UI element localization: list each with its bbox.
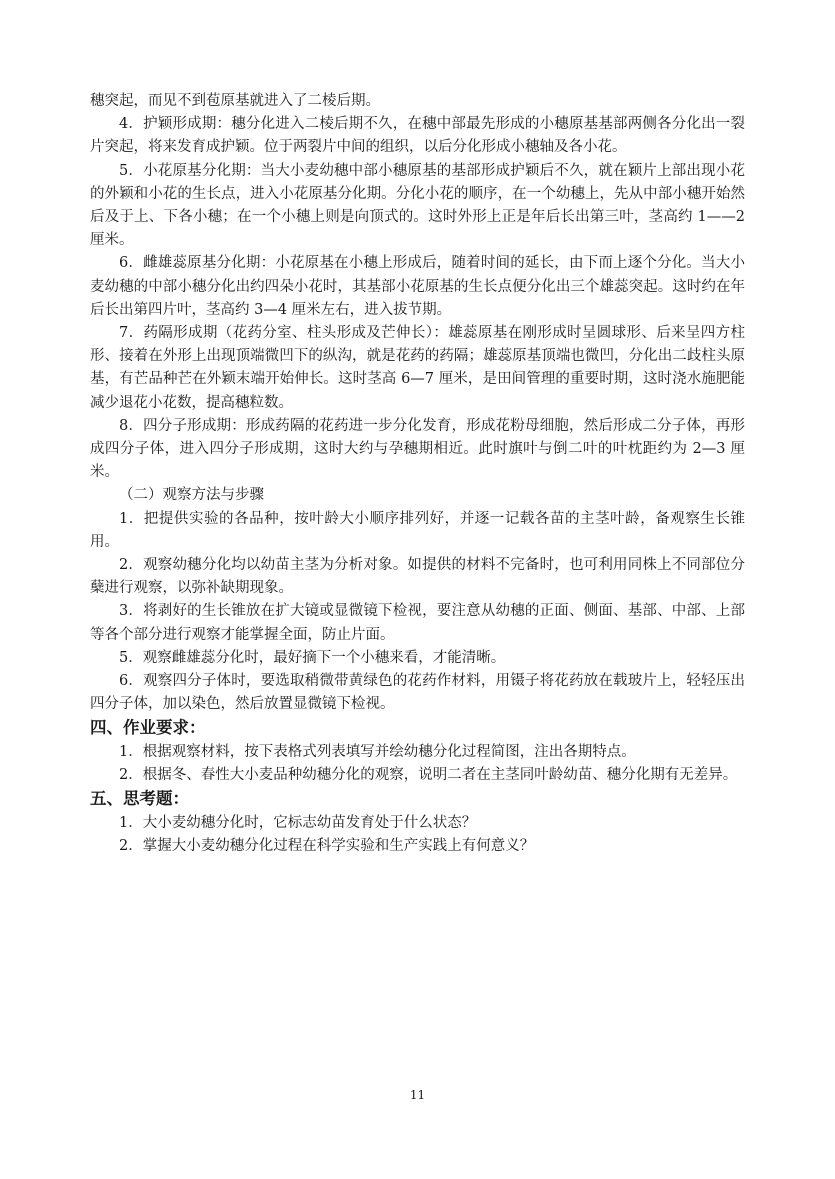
subsection-title: （二）观察方法与步骤 <box>119 487 264 504</box>
step-item: 2．观察幼穗分化均以幼苗主茎为分析对象。如提供的材料不完备时，也可利用同株上不同部位分蘖进行观察，以弥补缺期现象。 <box>90 557 745 597</box>
page-number: 11 <box>409 1088 426 1102</box>
assignment-item: 2．根据冬、春性大小麦品种幼穗分化的观察，说明二者在主茎同叶龄幼苗、穗分化期有无差异。 <box>119 767 738 784</box>
step-item: 5．观察雌雄蕊分化时，最好摘下一个小穗来看，才能清晰。 <box>119 649 506 666</box>
paragraph-tetrad-formation: 8．四分子形成期：形成药隔的花药进一步分化发育，形成花粉母细胞，然后形成二分子体，再形成四分子体，进入四分子形成期，这时大约与孕穗期相近。此时旗叶与倒二叶的叶枕距约为 2—3 厘米。 <box>90 417 745 481</box>
question-item: 1．大小麦幼穗分化时，它标志幼苗发育处于什么状态？ <box>119 814 477 831</box>
paragraph-glume-formation: 4．护颖形成期：穗分化进入二棱后期不久，在穗中部最先形成的小穗原基基部两侧各分化出一裂片突起，将来发育成护颖。位于两裂片中间的组织，以后分化形成小穗轴及各小花。 <box>90 116 745 156</box>
paragraph-floret-primordium: 5．小花原基分化期：当大小麦幼穗中部小穗原基的基部形成护颖后不久，就在颖片上部出现小花的外颖和小花的生长点，进入小花原基分化期。分化小花的顺序，在一个幼穗上，先从中部小穗开始然后及于上、下各小穗；在一个小穗上则是向顶式的。这时外形上正是年后长出第三叶，茎高约 1——2 厘米。 <box>90 162 745 249</box>
section-heading-questions: 五、思考题： <box>90 789 189 809</box>
paragraph-stamen-pistil-primordium: 6．雌雄蕊原基分化期：小花原基在小穗上形成后，随着时间的延长，由下而上逐个分化。当大小麦幼穗的中部小穗分化出约四朵小花时，其基部小花原基的生长点便分化出三个雄蕊突起。这时约在年后长出第四片叶，茎高约 3—4 厘米左右，进入拔节期。 <box>90 255 745 318</box>
document-body <box>90 90 745 858</box>
section-heading-assignment: 四、作业要求： <box>90 718 206 738</box>
question-item: 2．掌握大小麦幼穗分化过程在科学实验和生产实践上有何意义？ <box>119 838 535 855</box>
assignment-item: 1．根据观察材料，按下表格式列表填写并绘幼穗分化过程简图，注出各期特点。 <box>119 743 636 760</box>
step-item: 3．将剥好的生长锥放在扩大镜或显微镜下检视，要注意从幼穗的正面、侧面、基部、中部、上部等各个部分进行观察才能掌握全面，防止片面。 <box>90 603 745 643</box>
paragraph-continuation: 穗突起，而见不到苞原基就进入了二棱后期。 <box>90 93 380 109</box>
paragraph-connective-formation: 7．药隔形成期（花药分室、柱头形成及芒伸长）：雄蕊原基在刚形成时呈圆球形、后来呈四方柱形、接着在外形上出现顶端微凹下的纵沟，就是花药的药隔；雄蕊原基顶端也微凹，分化出二歧柱头原基，有芒品种芒在外颖末端开始伸长。这时茎高 6—7 厘米，是田间管理的重要时期，这时浇水施肥能减少退花小花数，提高穗粒数。 <box>90 325 745 411</box>
step-item: 1．把提供实验的各品种，按叶龄大小顺序排列好，并逐一记载各苗的主茎叶龄，备观察生长锥用。 <box>90 510 745 550</box>
step-item: 6．观察四分子体时，要选取稍微带黄绿色的花药作材料，用镊子将花药放在载玻片上，轻轻压出四分子体，加以染色，然后放置显微镜下检视。 <box>90 673 745 713</box>
